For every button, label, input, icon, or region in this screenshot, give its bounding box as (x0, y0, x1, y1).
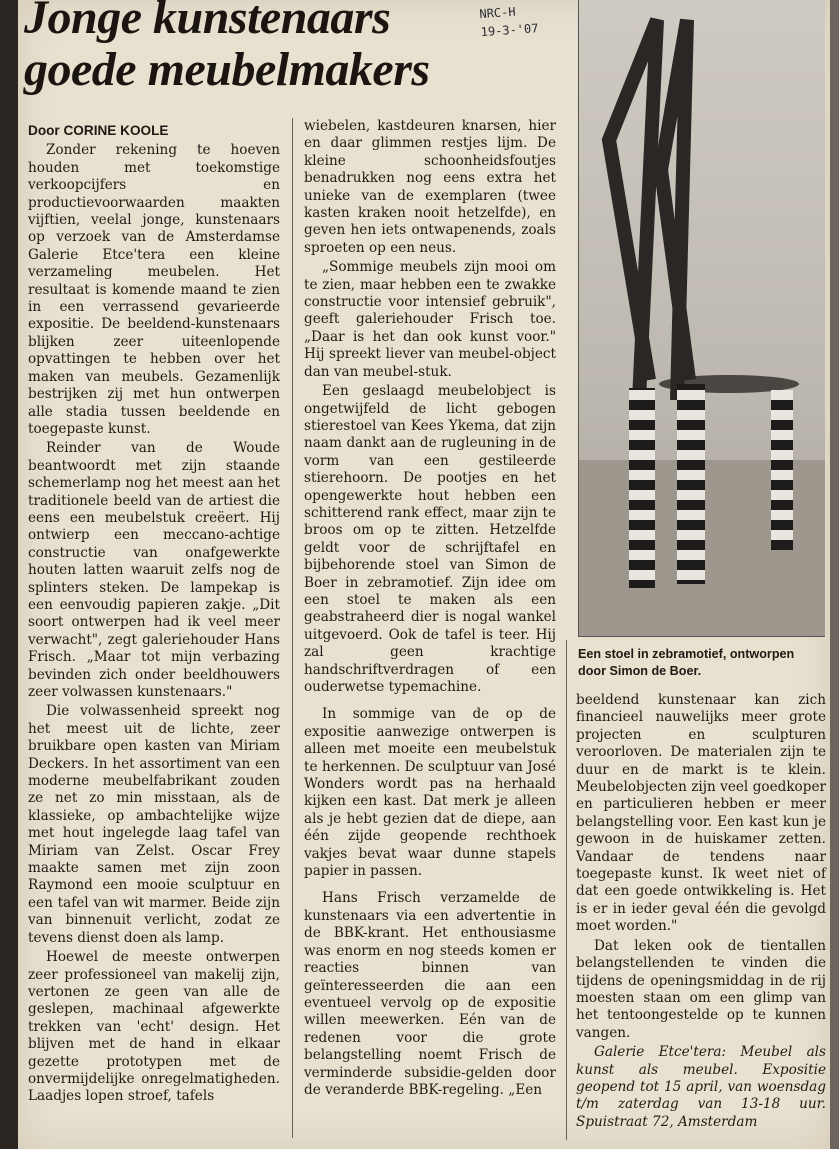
column-rule (292, 118, 293, 1138)
paragraph: Hans Frisch verzamelde de kunstenaars via een advertentie in de BBK-krant. Het enthousiasme was enorm en nog steeds komen er reacties binnen van geïnteresseerden die aan een eventueel vervolg op de expositie willen meewerken. Eén van de redenen voor die grote belangstelling noemt Frisch de verminderde subsidie-gelden door de veranderde BBK-regeling. „Een (304, 890, 556, 1098)
article-column-1 (28, 122, 280, 1108)
background-right (829, 0, 839, 1149)
exhibition-info: Galerie Etce'tera: Meubel als kunst als meubel. Expositie geopend tot 15 april, van woensdag t/m zaterdag van 13-18 uur. Spuistraat 72, Amsterdam (576, 1044, 826, 1130)
paragraph: Die volwassenheid spreekt nog het meest uit de lichte, zeer bruikbare open kasten van Miriam Deckers. In het assortiment van een moderne meubelfabrikant zouden ze net zo min misstaan, als de klassieke, op ambachtelijke wijze met hout ingelegde laag tafel van Miriam van Zelst. Oscar Frey maakte samen met zijn zoon Raymond een mooie sculptuur en een tafel van wit marmer. Beide zijn van binnenuit verlicht, zodat ze tevens dienst doen als lamp. (28, 703, 280, 946)
paragraph: Hoewel de meeste ontwerpen zeer professioneel van makelij zijn, vertonen ze geen van alle de geslepen, machinaal afgewerkte trekken van 'echt' design. Het blijven met de hand in elkaar gezette prototypen met de onvermijdelijke onregelmatigheden. Laadjes lopen stroef, tafels (28, 949, 280, 1105)
paragraph: beeldend kunstenaar kan zich financieel nauwelijks meer grote projecten en sculpturen veroorloven. De materialen zijn te duur en de markt is te klein. Meubelobjecten zijn veel goedkoper en particulieren hebben er meer belangstelling voor. Een kast kun je gewoon in de huiskamer zetten. Vandaar de tendens naar toegepaste kunst. Ik weet niet of dat een goede ontwikkeling is. Het is er in ieder geval één die gevolgd moet worden." (576, 692, 826, 935)
headline: Jonge kunstenaars goede meubelmakers (24, 0, 430, 96)
article-column-2 (304, 118, 556, 1101)
zebra-chair-image (579, 0, 825, 636)
paragraph: „Sommige meubels zijn mooi om te zien, maar hebben een te zwakke constructie voor intensief gebruik", geeft galeriehouder Frisch toe. „Daar is het dan ook kunst voor." Hij spreekt liever van meubel-object dan van meubel-stuk. (304, 259, 556, 380)
article-column-3 (576, 692, 826, 1133)
paragraph: Reinder van de Woude beantwoordt met zijn staande schemerlamp nog het meest aan het traditionele beeld van de artiest die eens een meubelstuk creëert. Hij ontwierp een meccano-achtige constructie van onafgewerkte houten latten waaruit zelfs nog de splinters steken. De lampekap is een eenvoudig papieren zakje. „Dit soort ontwerpen had ik veel meer verwacht", zegt galeriehouder Hans Frisch. „Maar tot mijn verbazing bevinden zich onder beeldhouwers zeer volwassen kunstenaars." (28, 440, 280, 700)
column-rule (566, 640, 567, 1140)
paragraph: Zonder rekening te hoeven houden met toekomstige verkoopcijfers en productievoorwaarden maakten vijftien, veelal jonge, kunstenaars op verzoek van de Amsterdamse Galerie Etce'tera een kleine verzameling meubelen. Het resultaat is komende maand te zien in een verrassend gevarieerde expositie. De beeldend-kunstenaars blijken zeer uiteenlopende opvattingen te hebben over het maken van meubels. Gezamenlijk bestrijken zij met hun ontwerpen alle stadia tussen beeldende en toegepaste kunst. (28, 142, 280, 437)
paragraph: wiebelen, kastdeuren knarsen, hier en daar glimmen restjes lijm. De kleine schoonheidsfoutjes benadrukken nog eens extra het unieke van de exemplaren (twee kasten kraken nooit hetzelfde), en geven hen iets ontwapenends, zoals sproeten op een neus. (304, 118, 556, 256)
paragraph: Een geslaagd meubelobject is ongetwijfeld de licht gebogen stierestoel van Kees Ykema, dat zijn naam dankt aan de rugleuning in de vorm van een gestileerde stierehoorn. De pootjes en het opengewerkte hout hebben een schitterend rank effect, maar zijn te broos om op te zitten. Hetzelfde geldt voor de schrijftafel en bijbehorende stoel van Simon de Boer in zebramotief. Zijn idee om een stoel te maken als een geabstraheerd dier is nogal wankel uitgevoerd. Ook de tafel is teer. Hij zal geen krachtige handschriftverdragen of een ouderwetse typemachine. (304, 383, 556, 695)
photo-caption: Een stoel in zebramotief, ontworpen door Simon de Boer. (578, 647, 795, 678)
paragraph: In sommige van de op de expositie aanwezige ontwerpen is alleen met moeite een meubelstuk te herkennen. De sculptuur van José Wonders wordt pas na herhaald kijken een kast. Dat merk je alleen als je hebt gezien dat de diepe, aan één zijde geopende rechthoek vakjes bevat waar dunne stapels papier in passen. (304, 706, 556, 880)
handwritten-note: NRC-H 19-3-'07 (478, 4, 539, 40)
article-photo (578, 0, 825, 637)
byline: Door CORINE KOOLE (28, 123, 169, 138)
paragraph: Dat leken ook de tientallen belangstellenden te vinden die tijdens de openingsmiddag in de rij moesten staan om een glimp van het tentoongestelde op te kunnen vangen. (576, 937, 826, 1041)
